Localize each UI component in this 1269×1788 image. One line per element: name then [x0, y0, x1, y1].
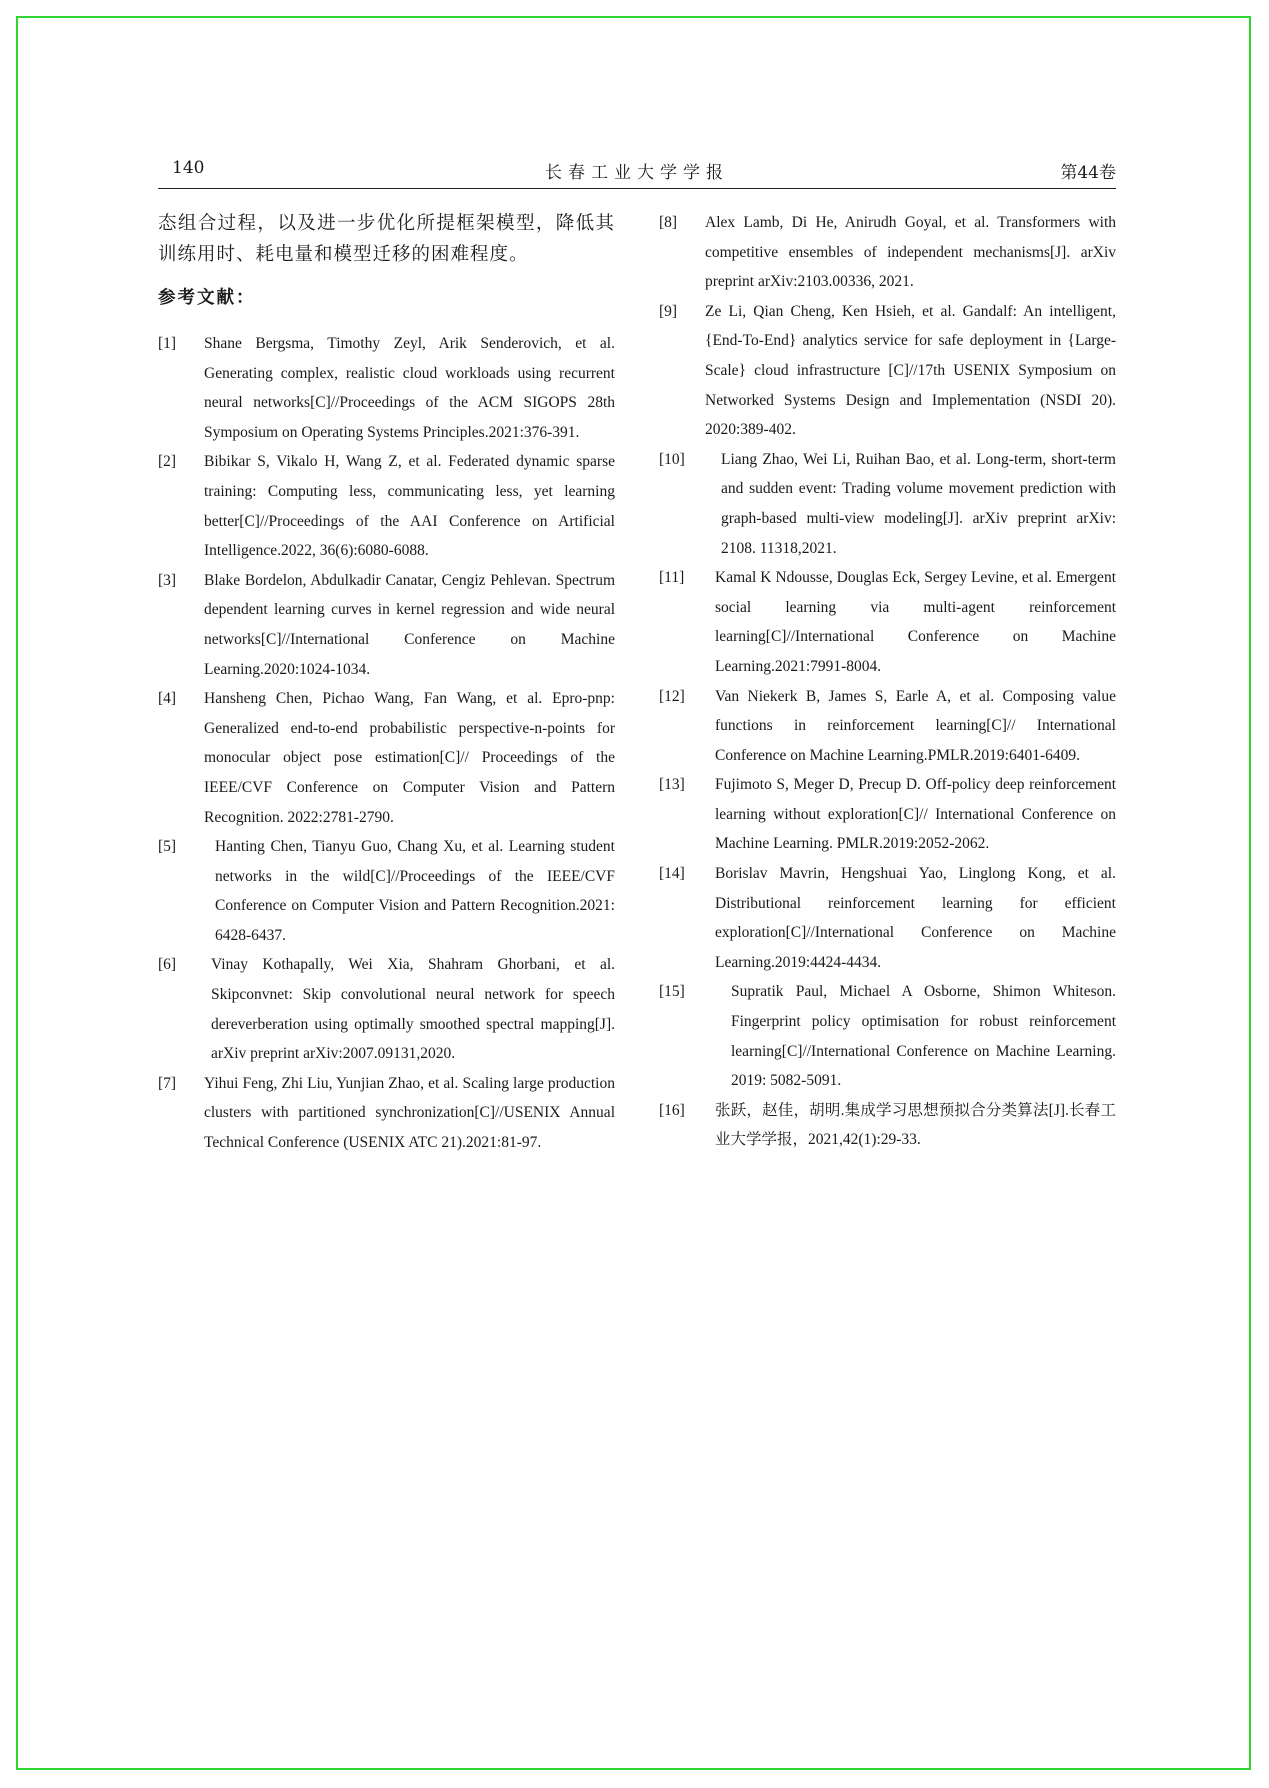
reference-text: Liang Zhao, Wei Li, Ruihan Bao, et al. Long-term, short-term and sudden event: Trading volume movement prediction with graph-based multi-view modeling[J]. arXiv preprint arXiv: 2108. 11318,2021. — [721, 450, 1116, 557]
reference-text: Kamal K Ndousse, Douglas Eck, Sergey Levine, et al. Emergent social learning via multi-agent reinforcement learning[C]//International Conference on Machine Learning.2021:7991-8004. — [715, 569, 1116, 675]
reference-number: [12] — [659, 687, 685, 705]
reference-item — [158, 329, 615, 447]
reference-item — [659, 297, 1116, 445]
reference-number: [16] — [659, 1101, 685, 1119]
reference-number: [15] — [659, 983, 685, 1001]
reference-item — [659, 1096, 1116, 1155]
reference-number: [1] — [158, 335, 177, 352]
reference-number: [10] — [659, 450, 685, 468]
reference-item — [659, 977, 1116, 1095]
reference-item — [659, 770, 1116, 859]
volume-label: 第44卷 — [1060, 163, 1116, 183]
reference-number: [3] — [158, 571, 177, 589]
reference-item — [158, 447, 615, 565]
reference-item — [158, 950, 615, 1068]
reference-number: [4] — [158, 690, 177, 708]
reference-number: [11] — [659, 569, 685, 587]
reference-text: Blake Bordelon, Abdulkadir Canatar, Cengiz Pehlevan. Spectrum dependent learning curves in kernel regression and wide neural networks[C]//International Conference on Machine Learning.2020:1024-1034. — [204, 571, 615, 678]
reference-number: [9] — [659, 302, 678, 320]
reference-item — [659, 859, 1116, 977]
reference-text: Supratik Paul, Michael A Osborne, Shimon Whiteson. Fingerprint policy optimisation for robust reinforcement learning[C]//International Conference on Machine Learning. 2019: 5082-5091. — [731, 983, 1116, 1090]
reference-item — [659, 445, 1116, 563]
reference-text: Hansheng Chen, Pichao Wang, Fan Wang, et al. Epro-pnp: Generalized end-to-end probabilistic perspective-n-points for monocular object pose estimation[C]// Proceedings of the IEEE/CVF Conference on Computer Vision and Pattern Recognition. 2022:2781-2790. — [204, 690, 615, 826]
reference-number: [13] — [659, 776, 685, 794]
left-column — [158, 208, 615, 1158]
reference-item — [659, 563, 1116, 681]
reference-item — [158, 1069, 615, 1158]
reference-number: [7] — [158, 1074, 177, 1092]
reference-number: [6] — [158, 956, 177, 974]
reference-number: [14] — [659, 865, 685, 883]
reference-number: [2] — [158, 453, 177, 471]
page-number: 140 — [172, 158, 205, 178]
reference-text: Van Niekerk B, James S, Earle A, et al. Composing value functions in reinforcement learning[C]// International Conference on Machine Learning.PMLR.2019:6401-6409. — [715, 687, 1116, 764]
reference-item — [659, 682, 1116, 771]
reference-number: [5] — [158, 838, 177, 856]
reference-item — [659, 208, 1116, 297]
references-heading: 参考文献： — [158, 288, 256, 308]
reference-text: Ze Li, Qian Cheng, Ken Hsieh, et al. Gandalf: An intelligent,{End-To-End} analytics service for safe deployment in {Large-Scale} cloud infrastructure [C]//17th USENIX Symposium on Networked Systems Design and Implementation (NSDI 20). 2020:389-402. — [705, 302, 1116, 439]
right-column — [659, 208, 1116, 1155]
journal-title: 长春工业大学学报 — [545, 163, 729, 183]
reference-item — [158, 832, 615, 950]
reference-text: Hanting Chen, Tianyu Guo, Chang Xu, et al. Learning student networks in the wild[C]//Proceedings of the IEEE/CVF Conference on Computer Vision and Pattern Recognition.2021: 6428-6437. — [215, 838, 615, 944]
running-header — [158, 152, 1116, 189]
reference-text: Alex Lamb, Di He, Anirudh Goyal, et al. Transformers with competitive ensembles of independent mechanisms[J]. arXiv preprint arXiv:2103.00336, 2021. — [705, 214, 1116, 291]
reference-text: Bibikar S, Vikalo H, Wang Z, et al. Federated dynamic sparse training: Computing less, communicating less, yet learning better[C]//Proceedings of the AAI Conference on Artificial Intelligence.2022, 36(6):6080-6088. — [204, 453, 615, 560]
reference-number: [8] — [659, 214, 678, 231]
reference-text: Shane Bergsma, Timothy Zeyl, Arik Senderovich, et al. Generating complex, realistic cloud workloads using recurrent neural networks[C]//Proceedings of the ACM SIGOPS 28th Symposium on Operating Systems Principles.2021:376-391. — [204, 335, 615, 441]
intro-paragraph: 态组合过程，以及进一步优化所提框架模型，降低其训练用时、耗电量和模型迁移的困难程度。 — [158, 213, 615, 265]
reference-text: Yihui Feng, Zhi Liu, Yunjian Zhao, et al. Scaling large production clusters with partitioned synchronization[C]//USENIX Annual Technical Conference (USENIX ATC 21).2021:81-97. — [204, 1074, 615, 1152]
reference-item — [158, 684, 615, 832]
reference-item — [158, 566, 615, 684]
reference-text: 张跃，赵佳，胡明.集成学习思想预拟合分类算法[J].长春工业大学学报，2021,42(1):29-33. — [715, 1101, 1116, 1149]
reference-text: Borislav Mavrin, Hengshuai Yao, Linglong Kong, et al. Distributional reinforcement learning for efficient exploration[C]//International Conference on Machine Learning.2019:4424-4434. — [715, 865, 1116, 971]
reference-text: Fujimoto S, Meger D, Precup D. Off-policy deep reinforcement learning without exploration[C]// International Conference on Machine Learning. PMLR.2019:2052-2062. — [715, 776, 1116, 853]
reference-text: Vinay Kothapally, Wei Xia, Shahram Ghorbani, et al. Skipconvnet: Skip convolutional neural network for speech dereverberation using optimally smoothed spectral mapping[J]. arXiv preprint arXiv:2007.09131,2020. — [211, 956, 615, 1063]
